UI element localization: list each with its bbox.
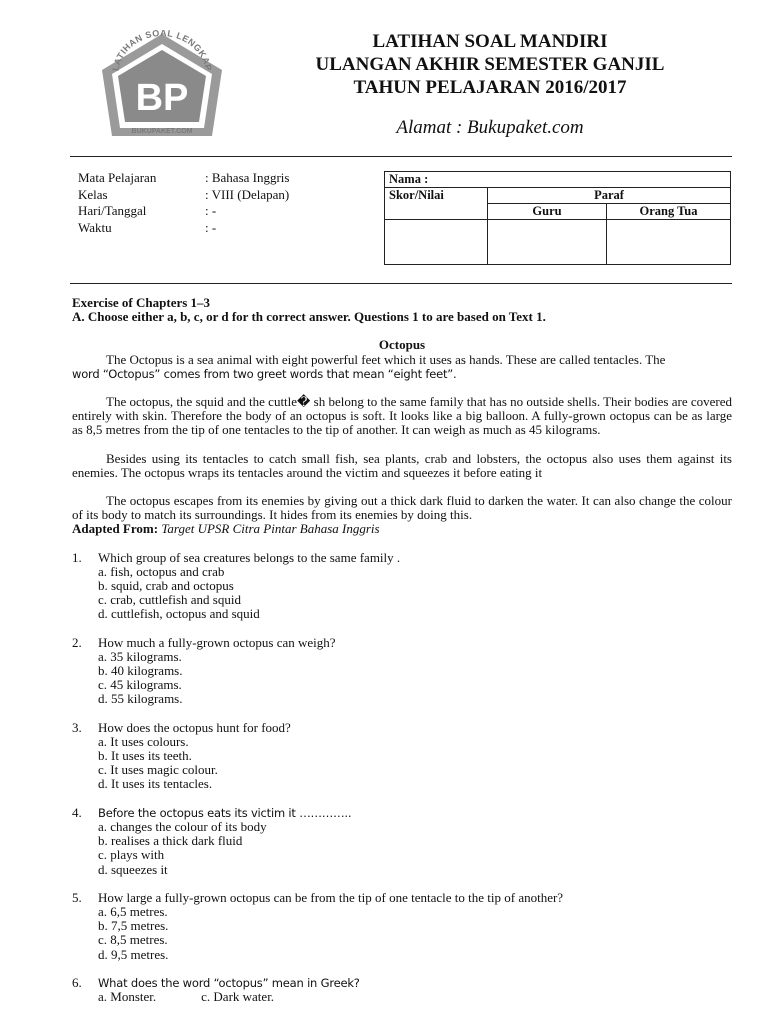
- paragraph-3: Besides using its tentacles to catch small fish, sea plants, crab and lobsters, the octopus also uses them against its enemies. The octopus wraps its tentacles around the victim and squeezes it before eating it: [72, 450, 732, 480]
- answer-option[interactable]: a. 6,5 metres.: [98, 903, 168, 919]
- info-row: [78, 203, 375, 220]
- question-6: [72, 976, 732, 1004]
- question-number: 4.: [72, 804, 82, 820]
- question-text: How much a fully-grown octopus can weigh?: [98, 634, 336, 650]
- source-title: Target UPSR Citra Pintar Bahasa Inggris: [161, 521, 380, 537]
- header-address: Alamat : Bukupaket.com: [396, 117, 584, 138]
- question-text: How large a fully-grown octopus can be from the tip of one tentacle to the tip of another?: [98, 889, 564, 905]
- logo-site: BUKUPAKET.COM: [131, 128, 193, 135]
- paragraph-1a: The Octopus is a sea animal with eight powerful feet which it uses as hands. These are called tentacles. The: [106, 351, 666, 367]
- info-row: [78, 170, 375, 187]
- exercise-content: [72, 296, 732, 1004]
- answer-option[interactable]: b. 40 kilograms.: [98, 663, 183, 679]
- answer-option[interactable]: d. 55 kilograms.: [98, 691, 183, 707]
- question-number: 5.: [72, 889, 82, 905]
- exercise-title: Exercise of Chapters 1–3: [72, 295, 211, 310]
- question-3: [72, 721, 732, 792]
- name-field[interactable]: Nama :: [385, 172, 731, 188]
- question-text: What does the word “octopus” mean in Greek?: [98, 975, 360, 990]
- source-label: Adapted From: [72, 521, 154, 537]
- answer-option[interactable]: d. 9,5 metres.: [98, 946, 169, 962]
- parent-signature-cell[interactable]: [607, 220, 731, 265]
- question-number: 1.: [72, 549, 82, 565]
- header-line-2: ULANGAN AKHIR SEMESTER GANJIL: [315, 54, 665, 75]
- answer-option[interactable]: a. changes the colour of its body: [98, 818, 267, 834]
- question-number: 6.: [72, 974, 82, 990]
- answer-option[interactable]: c. Dark water.: [201, 988, 275, 1004]
- logo-arc-text: LATIHAN SOAL LENGKAP: [110, 30, 214, 72]
- answer-option[interactable]: a. fish, octopus and crab: [98, 563, 225, 579]
- paragraph-1b: word “Octopus” comes from two greet words that mean “eight feet”.: [72, 366, 457, 381]
- answer-option[interactable]: a. It uses colours.: [98, 733, 189, 749]
- question-2: [72, 636, 732, 707]
- bukupaket-logo: [96, 30, 228, 140]
- teacher-header: Guru: [488, 204, 607, 220]
- question-text: Which group of sea creatures belongs to the same family .: [98, 549, 401, 565]
- answer-option[interactable]: c. plays with: [98, 847, 165, 863]
- paragraph-2: The octopus, the squid and the cuttle� sh belong to the same family that has no outside shells. Their bodies are covered entirely with skin. Therefore the body of an octopus is soft. It looks like a big balloon. A fully-grown octopus can be as large as 8,5 metres from the tip of one tentacles to the tip of another. It can weigh as much as 45 kilograms.: [72, 394, 732, 438]
- signature-header: Paraf: [488, 188, 731, 204]
- question-1: [72, 551, 732, 622]
- text-title: Octopus: [378, 337, 426, 353]
- question-number: 3.: [72, 719, 82, 735]
- question-text: Before the octopus eats its victim it …………..: [98, 805, 352, 820]
- header: [270, 30, 710, 139]
- answer-option[interactable]: d. squeezes it: [98, 861, 168, 877]
- info-row: [78, 187, 375, 204]
- section-divider: [70, 283, 732, 284]
- info-value: : -: [205, 219, 217, 235]
- score-label: Skor/Nilai: [385, 188, 488, 220]
- info-label: Kelas: [78, 186, 108, 202]
- source-line: Adapted From: Target UPSR Citra Pintar Bahasa Inggris: [72, 521, 380, 537]
- question-4: [72, 806, 732, 877]
- answer-option[interactable]: a. Monster.: [98, 988, 157, 1004]
- answer-option[interactable]: a. 35 kilograms.: [98, 648, 182, 664]
- info-label: Hari/Tanggal: [78, 203, 147, 218]
- header-divider: [70, 156, 732, 157]
- info-value: : VIII (Delapan): [205, 186, 290, 202]
- parent-header: Orang Tua: [607, 204, 731, 220]
- score-table: [384, 171, 731, 265]
- question-text: How does the octopus hunt for food?: [98, 719, 291, 735]
- score-cell[interactable]: [385, 220, 488, 265]
- info-row: [78, 220, 375, 237]
- answer-option[interactable]: d. It uses its tentacles.: [98, 776, 213, 792]
- answer-option[interactable]: c. It uses magic colour.: [98, 762, 218, 778]
- info-label: Waktu: [78, 219, 112, 235]
- answer-option[interactable]: c. 8,5 metres.: [98, 932, 168, 948]
- answer-option[interactable]: b. squid, crab and octopus: [98, 578, 234, 594]
- answer-option[interactable]: d. cuttlefish, octopus and squid: [98, 606, 260, 622]
- answer-option[interactable]: c. 45 kilograms.: [98, 677, 182, 693]
- paragraph-4: The octopus escapes from its enemies by giving out a thick dark fluid to darken the water. It can also change the colour of its body to match its surroundings. It hides from its enemies by doing this.: [72, 493, 732, 523]
- answer-option[interactable]: b. It uses its teeth.: [98, 748, 192, 764]
- exercise-instruction: A. Choose either a, b, c, or d for th correct answer. Questions 1 to are based on Text 1.: [72, 309, 546, 325]
- info-value: : -: [205, 203, 217, 218]
- question-number: 2.: [72, 634, 82, 650]
- answer-option[interactable]: b. 7,5 metres.: [98, 918, 169, 934]
- info-label: Mata Pelajaran: [78, 170, 157, 185]
- subject-info: [78, 170, 375, 236]
- header-line-1: LATIHAN SOAL MANDIRI: [372, 31, 608, 52]
- answer-option[interactable]: b. realises a thick dark fluid: [98, 833, 243, 849]
- info-value: : Bahasa Inggris: [205, 170, 290, 185]
- header-line-3: TAHUN PELAJARAN 2016/2017: [353, 77, 627, 98]
- teacher-signature-cell[interactable]: [488, 220, 607, 265]
- logo-initials: BP: [135, 77, 189, 119]
- answer-option[interactable]: c. crab, cuttlefish and squid: [98, 592, 241, 608]
- question-5: [72, 891, 732, 962]
